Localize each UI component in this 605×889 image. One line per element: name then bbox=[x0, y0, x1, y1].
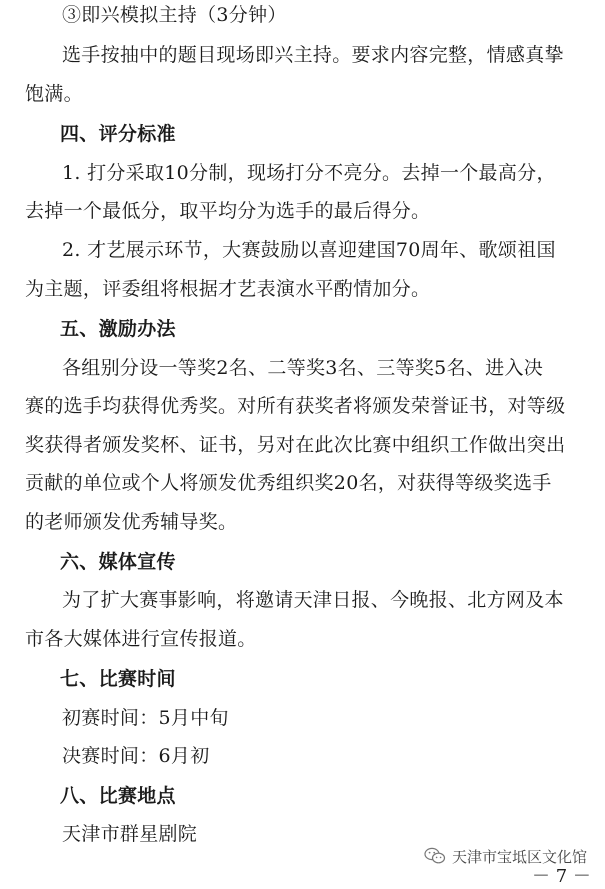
line-scoring-1: 1. 打分采取10分制，现场打分不亮分。去掉一个最高分， bbox=[62, 162, 556, 184]
section-heading-awards: 五、激励办法 bbox=[60, 318, 176, 340]
line-awards-2: 赛的选手均获得优秀奖。对所有获奖者将颁发荣誉证书，对等级 bbox=[25, 395, 566, 417]
line-media-1: 为了扩大赛事影响，将邀请天津日报、今晚报、北方网及本 bbox=[62, 589, 564, 611]
watermark-text: 天津市宝坻区文化馆 bbox=[452, 847, 588, 866]
wechat-icon bbox=[424, 847, 446, 865]
section-heading-venue: 八、比赛地点 bbox=[60, 785, 176, 807]
line-awards-3: 奖获得者颁发奖杯、证书，另对在此次比赛中组织工作做出突出 bbox=[25, 434, 566, 456]
line-scoring-1-cont: 去掉一个最低分，取平均分为选手的最后得分。 bbox=[25, 200, 431, 222]
line-option-3-desc-cont: 饱满。 bbox=[25, 83, 83, 105]
line-media-2: 市各大媒体进行宣传报道。 bbox=[25, 628, 257, 650]
line-option-3: ③即兴模拟主持（3分钟） bbox=[62, 4, 287, 26]
section-heading-media: 六、媒体宣传 bbox=[60, 551, 176, 573]
section-heading-scoring: 四、评分标准 bbox=[60, 123, 176, 145]
watermark bbox=[424, 844, 587, 868]
line-awards-5: 的老师颁发优秀辅导奖。 bbox=[25, 511, 238, 533]
page-number: － 7 － bbox=[532, 866, 591, 887]
line-option-3-desc: 选手按抽中的题目现场即兴主持。要求内容完整，情感真挚 bbox=[62, 44, 564, 66]
line-time-prelim: 初赛时间：5月中旬 bbox=[62, 707, 229, 729]
line-scoring-2-cont: 为主题，评委组将根据才艺表演水平酌情加分。 bbox=[25, 278, 431, 300]
line-awards-4: 贡献的单位或个人将颁发优秀组织奖20名，对获得等级奖选手 bbox=[25, 472, 552, 494]
section-heading-time: 七、比赛时间 bbox=[60, 668, 176, 690]
line-venue: 天津市群星剧院 bbox=[62, 823, 198, 845]
line-scoring-2: 2. 才艺展示环节，大赛鼓励以喜迎建国70周年、歌颂祖国 bbox=[62, 239, 556, 261]
line-time-final: 决赛时间：6月初 bbox=[62, 745, 210, 767]
line-awards-1: 各组别分设一等奖2名、二等奖3名、三等奖5名、进入决 bbox=[62, 357, 544, 379]
